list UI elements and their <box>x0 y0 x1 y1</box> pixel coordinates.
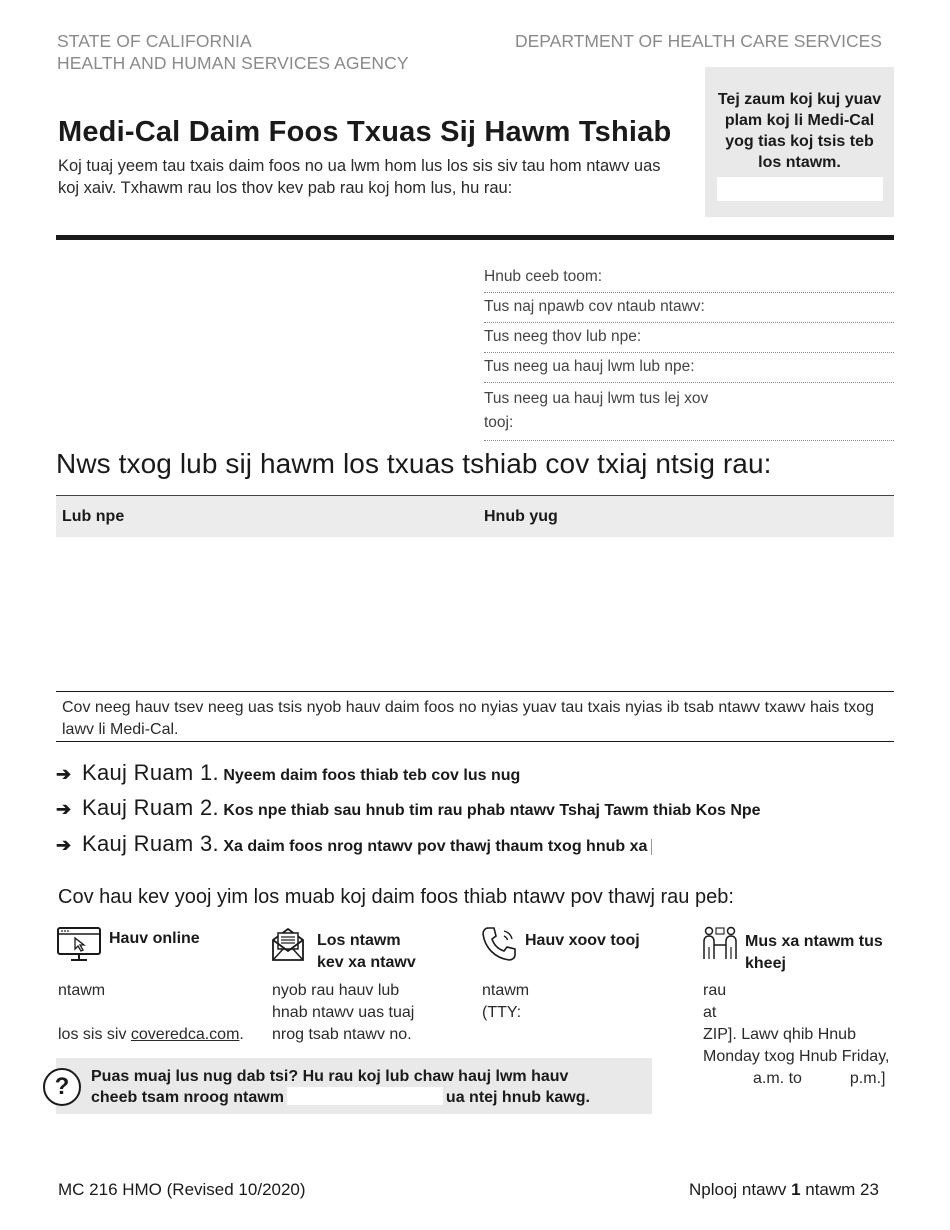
mail-text-line-1: nyob rau hauv lub <box>272 982 400 999</box>
step-3-label: Kauj Ruam 3. <box>82 831 219 856</box>
help-text-line-2: cheeb tsam nroog ntawm ua ntej hnub kawg. <box>91 1089 590 1106</box>
step-2-text: Kos npe thiab sau hnub tim rau phab ntawv Tshaj Tawm thiab Kos Npe <box>223 802 761 819</box>
meta-applicant-name: Tus neeg thov lub npe: <box>484 326 894 353</box>
column-name: Lub npe <box>62 508 125 525</box>
arrow-right-icon: ➔ <box>56 764 72 784</box>
meta-worker-phone-label: Tus neeg ua hauj lwm tus lej xov tooj: <box>484 390 709 431</box>
in-person-text <box>703 980 889 1090</box>
notice-meta <box>484 266 894 444</box>
help-text-line-1: Puas muaj lus nug dab tsi? Hu rau koj lub chaw hauj lwm hauv <box>91 1068 569 1085</box>
in-person-text-line-5: a.m. to p.m.] <box>753 1070 886 1087</box>
computer-icon <box>56 925 102 963</box>
page-indicator: Nplooj ntawv 1 ntawm 23 <box>689 1180 879 1199</box>
online-text-line-1: ntawm <box>58 982 106 999</box>
mail-text <box>272 980 414 1046</box>
in-person-text-line-4: Monday txog Hnub Friday, <box>703 1048 890 1065</box>
deadline-box-text: Tej zaum koj kuj yuav plam koj li Medi-Cal yog tias koj tsis teb los ntawm. <box>717 91 882 171</box>
in-person-text-line-1: rau <box>703 982 727 999</box>
in-person-label-line-2: kheej <box>745 955 786 972</box>
phone-text-line-1: ntawm <box>482 982 530 999</box>
column-dob: Hnub yug <box>484 508 558 525</box>
due-date-field[interactable] <box>651 839 652 855</box>
intro-text: Koj tuaj yeem tau txais daim foos no ua lwm hom lus los sis siv tau hom ntawv uas koj xaiv. Txhawm rau los thov kev pab rau koj hom lus, hu rau: <box>58 157 661 197</box>
in-person-label-line-1: Mus xa ntawm tus <box>745 933 883 950</box>
envelope-icon <box>270 925 306 963</box>
household-note: Cov neeg hauv tsev neeg uas tsis nyob hauv daim foos no nyias yuav tau txais nyias ib tsab ntawv txawv hais txog lawv li Medi-Cal. <box>56 691 894 742</box>
mail-label <box>317 930 416 974</box>
form-id: MC 216 HMO (Revised 10/2020) <box>58 1180 306 1199</box>
step-1-text: Nyeem daim foos thiab teb cov lus nug <box>223 767 521 784</box>
agency-line-1: STATE OF CALIFORNIA <box>57 31 252 51</box>
mail-text-line-2: hnab ntawv uas tuaj <box>272 1004 415 1021</box>
mail-label-line-1: Los ntawm <box>317 932 401 949</box>
in-person-text-line-3: ZIP]. Lawv qhib Hnub <box>703 1026 856 1043</box>
department-header: DEPARTMENT OF HEALTH CARE SERVICES <box>515 31 882 51</box>
meta-worker-phone <box>484 386 894 441</box>
step-3 <box>56 831 652 857</box>
step-1-label: Kauj Ruam 1. <box>82 760 219 785</box>
phone-icon <box>480 925 518 963</box>
coveredca-link[interactable]: coveredca.com <box>130 1026 240 1043</box>
page-title: Medi-Cal Daim Foos Txuas Sij Hawm Tshiab <box>58 116 672 148</box>
online-label: Hauv online <box>109 930 200 947</box>
mail-text-line-3: nrog tsab ntawv no. <box>272 1026 412 1043</box>
step-1 <box>56 760 520 786</box>
county-phone-field[interactable] <box>287 1087 443 1105</box>
page-number: 1 <box>791 1180 801 1199</box>
in-person-label <box>745 931 883 975</box>
arrow-right-icon: ➔ <box>56 835 72 855</box>
people-counter-icon <box>701 925 739 963</box>
header-divider <box>56 235 894 240</box>
question-icon: ? <box>43 1068 81 1106</box>
phone-text-line-2: (TTY: <box>482 1004 522 1021</box>
members-table-header <box>56 495 894 537</box>
deadline-date-field[interactable] <box>717 177 883 201</box>
online-text <box>58 980 244 1046</box>
deadline-box <box>705 67 894 217</box>
phone-text <box>482 980 529 1024</box>
phone-label: Hauv xoov tooj <box>525 932 640 949</box>
mail-label-line-2: kev xa ntawv <box>317 954 416 971</box>
meta-worker-name: Tus neeg ua hauj lwm lub npe: <box>484 356 894 383</box>
help-box <box>56 1058 652 1114</box>
step-3-text: Xa daim foos nrog ntawv pov thawj thaum txog hnub xa <box>223 838 648 855</box>
methods-heading: Cov hau kev yooj yim los muab koj daim foos thiab ntawv pov thawj rau peb: <box>58 886 734 908</box>
online-text-line-2: los sis siv coveredca.com. <box>58 1026 244 1043</box>
agency-header <box>57 30 409 74</box>
renewal-heading: Nws txog lub sij hawm los txuas tshiab cov txiaj ntsig rau: <box>56 448 772 479</box>
arrow-right-icon: ➔ <box>56 799 72 819</box>
in-person-text-line-2: at <box>703 1004 717 1021</box>
meta-notice-date: Hnub ceeb toom: <box>484 266 894 293</box>
help-text <box>91 1066 590 1108</box>
step-2-label: Kauj Ruam 2. <box>82 795 219 820</box>
agency-line-2: HEALTH AND HUMAN SERVICES AGENCY <box>57 53 409 73</box>
step-2 <box>56 795 761 821</box>
meta-case-number: Tus naj npawb cov ntaub ntawv: <box>484 296 894 323</box>
